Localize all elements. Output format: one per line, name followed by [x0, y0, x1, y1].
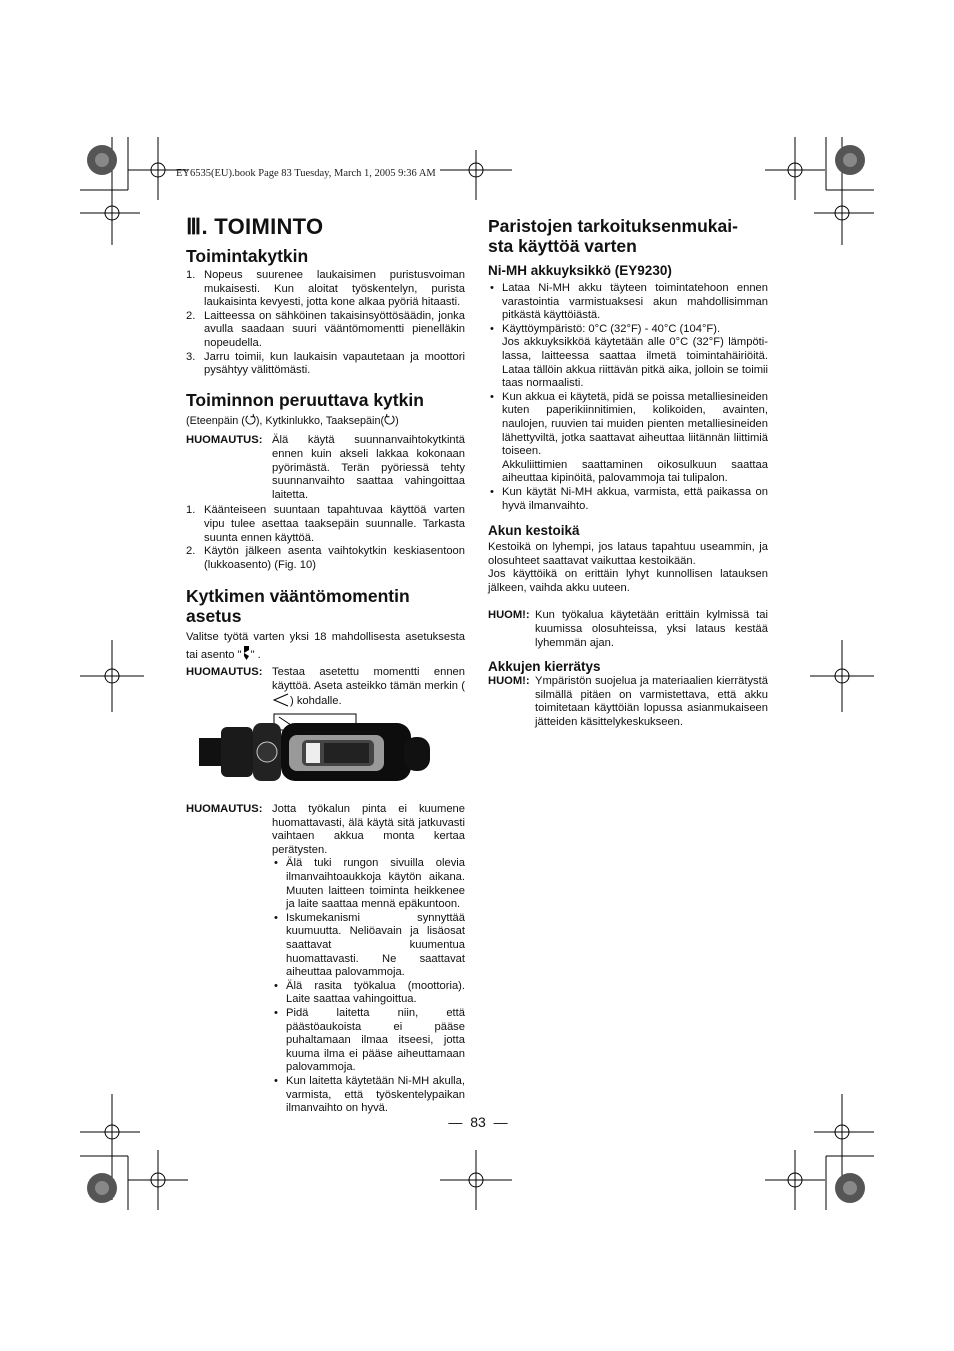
battery-life-text-2: Jos käyttöikä on erittäin lyhyt kunnollisen latauksen jälkeen, vaihda akku uuteen.	[488, 568, 768, 594]
list-item: • Iskumekanismi synnyttää kuumuutta. Neliöavain ja lisäosat saattavat kuumentua huomattavasti. Ne saattavat aiheuttaa palovammoja.	[274, 911, 465, 979]
list-item: • Kun käytät Ni-MH akkua, varmista, että paikassa on hyvä ilmanvaihto.	[490, 485, 768, 512]
forward-rotation-icon	[245, 414, 256, 425]
pointer-mark-icon	[272, 693, 290, 707]
note-huomautus-3: HUOMAUTUS: Jotta työkalun pinta ei kuumene huomattavasti, älä käytä sitä jatkuvasti vaihtaen akkua monta kertaa perätysten.	[186, 803, 465, 856]
note-huomautus-2: HUOMAUTUS: Testaa asetettu momentti ennen käyttöä. Aseta asteikko tämän merkin () kohdalle.	[186, 666, 465, 708]
torque-intro: Valitse työtä varten yksi 18 mahdollisesta asetuksesta tai asento " " .	[186, 631, 465, 662]
list-item: 1. Käänteiseen suuntaan tapahtuvaa käyttöä varten vipu tulee asettaa taaksepäin suunnalle. Tarkasta suunta ennen käyttöä.	[186, 504, 465, 544]
section-title-paristot: Paristojen tarkoituksenmukai- sta käyttöä varten	[488, 216, 738, 256]
list-item: 2. Laitteessa on sähköinen takaisinsyöttösäädin, jonka avulla saadaan suuri vääntömomentti pienelläkin nopeudella.	[186, 309, 465, 349]
reverse-rotation-icon	[384, 414, 395, 425]
list-item: • Älä tuki rungon sivuilla olevia ilmanvaihtoaukkoja käytön aikana. Muuten laitteen toiminta heikkenee ja laite saattaa mennä epäkuntoon.	[274, 857, 465, 911]
list-item: • Käyttöympäristö: 0°C (32°F) - 40°C (104°F). Jos akkuyksikköä käytetään alle 0°C (32°F) lämpöti-lassa, laitteessa saattaa ilmetä toimintahäiriöitä. Lataa tällöin akkua riittävän pitkä aika, jolloin se toimii taas normaalisti.	[490, 322, 768, 390]
list-item: • Älä rasita työkalua (moottoria). Laite saattaa vahingoittua.	[274, 979, 465, 1006]
direction-legend: (Eteenpäin ( ), Kytkinlukko, Taaksepäin( )	[186, 414, 399, 427]
tool-illustration	[194, 713, 434, 791]
list-item: 3. Jarru toimii, kun laukaisin vapautetaan ja moottori pysähtyy välittömästi.	[186, 350, 465, 377]
drill-mode-icon	[242, 646, 251, 660]
subtitle-kierratys: Akkujen kierrätys	[488, 659, 601, 675]
subtitle-nimh: Ni-MH akkuyksikkö (EY9230)	[488, 263, 672, 278]
note-huomautus-1: HUOMAUTUS: Älä käytä suunnanvaihtokytkintä ennen kuin akseli lakkaa kokonaan pyörimästä. Terän pyöriessä tehty suunnanvaihto saattaa vahingoittaa laitetta.	[186, 434, 465, 501]
list-item: 2. Käytön jälkeen asenta vaihtokytkin keskiasentoon (lukkoasento) (Fig. 10)	[186, 545, 465, 571]
header-file-info: EY6535(EU).book Page 83 Tuesday, March 1, 2005 9:36 AM	[176, 168, 436, 179]
page-number: — 83 —	[448, 1114, 508, 1130]
toimintakytkin-list	[186, 269, 465, 378]
list-item: • Lataa Ni-MH akku täyteen toimintatehoon ennen varastointia varmistuaksesi akun mahdollisimman pitkästä käyttöiästä.	[490, 282, 768, 322]
chapter-title: Ⅲ. TOIMINTO	[186, 214, 324, 239]
list-item: • Pidä laitetta niin, että päästöaukoista ei pääse puhaltamaan ilmaa itseesi, jotta kuuma ilma ei pääse aiheuttamaan palovammoja.	[274, 1006, 465, 1074]
list-item: • Kun laitetta käytetään Ni-MH akulla, varmista, että työskentelypaikan ilmanvaihto on hyvä.	[274, 1074, 465, 1115]
note-huom-1: HUOM!: Kun työkalua käytetään erittäin kylmissä tai kuumissa olosuhteissa, yksi lataus kestää lyhemmän ajan.	[488, 609, 768, 649]
right-column	[488, 216, 768, 730]
list-item: • Kun akkua ei käytetä, pidä se poissa metalliesineiden kuten paperikiinnitimien, kolikoiden, avainten, naulojen, ruuvien tai muiden pienten metalliesineiden lähettyviltä, jotka saattavat aiheuttaa liitännän liittimiä toiseen. Akkuliittimien saattaminen oikosulkuun saattaa aiheuttaa kipinöitä, palovammoja tai tulipalon.	[490, 390, 768, 485]
section-title-toimintakytkin: Toimintakytkin	[186, 246, 309, 266]
note-huom-2: HUOM!: Ympäristön suojelua ja materiaalien kierrätystä silmällä pitäen on varmistettava, että akku toimitetaan käyttöiän lopussa asianmukaiseen jätteiden käsittelykeskukseen.	[488, 675, 768, 729]
battery-usage-list	[488, 282, 768, 513]
heat-warnings-list	[272, 857, 465, 1115]
list-item: 1. Nopeus suurenee laukaisimen puristusvoiman mukaisesti. Kun aloitat työskentelyn, purista laukaisinta kevyesti, jotta kone alkaa pyöriä hitaasti.	[186, 269, 465, 309]
subtitle-kestoika: Akun kestoikä	[488, 523, 580, 539]
section-title-vaantomomentti: Kytkimen vääntömomentin asetus	[186, 586, 410, 627]
section-title-peruuttava: Toiminnon peruuttava kytkin	[186, 389, 424, 410]
peruuttava-list	[186, 504, 465, 572]
left-column	[186, 214, 465, 1116]
battery-life-text-1: Kestoikä on lyhempi, jos lataus tapahtuu useammin, ja olosuhteet saattavat vaikuttaa kestoikään.	[488, 541, 768, 567]
